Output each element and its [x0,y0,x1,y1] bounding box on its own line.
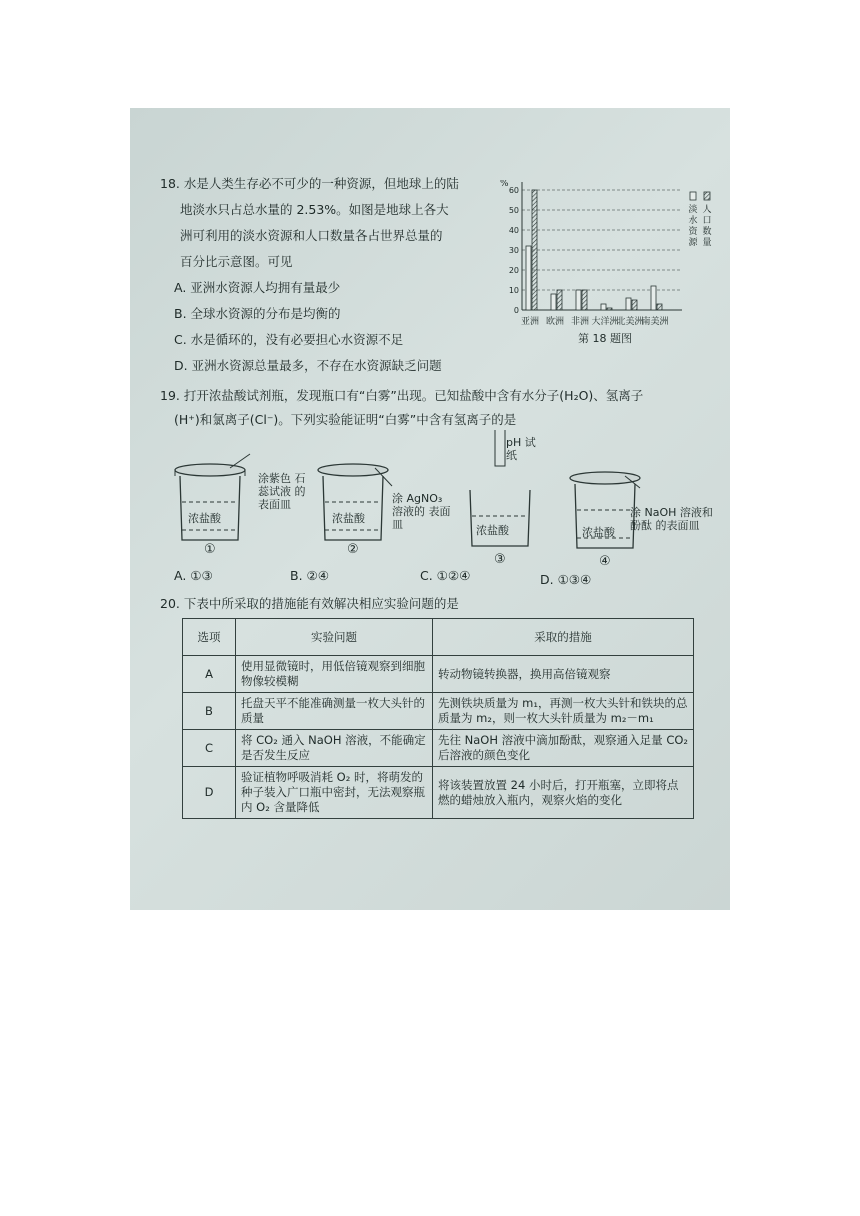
y-tick-label: 40 [508,226,519,235]
row-problem: 将 CO₂ 通入 NaOH 溶液，不能确定是否发生反应 [236,730,433,767]
q18-option-d: D. 亚洲水资源总量最多，不存在水资源缺乏问题 [174,358,442,373]
row-problem: 托盘天平不能准确测量一枚大头针的质量 [236,693,433,730]
category-label: 大洋洲 [591,317,619,327]
q18-option-b: B. 全球水资源的分布是均衡的 [174,306,341,321]
beaker-2-number: ② [347,542,359,557]
q19-option-d: D. ①③④ [540,572,592,587]
row-measure: 将该装置放置 24 小时后，打开瓶塞，立即将点燃的蜡烛放入瓶内，观察火焰的变化 [433,767,694,819]
exam-page-photo [130,108,730,910]
bar-population [632,300,637,310]
q18-stem-line-4: 百分比示意图。可见 [180,254,293,269]
q19-option-b: B. ②④ [290,568,329,583]
beaker-3-number: ③ [494,552,506,567]
row-key: D [183,767,236,819]
row-measure: 先测铁块质量为 m₁，再测一枚大头针和铁块的总质量为 m₂，则一枚大头针质量为 m₂－m₁ [433,693,694,730]
q18-stem-line-1: 18. 水是人类生存必不可少的一种资源，但地球上的陆 [160,176,459,191]
q19-stem-line-1: 19. 打开浓盐酸试剂瓶，发现瓶口有“白雾”出现。已知盐酸中含有水分子(H₂O)、氢离子 [160,388,644,403]
table-row [183,656,694,693]
header-problem: 实验问题 [236,619,433,656]
legend-label-char: 源 [688,238,698,248]
legend-swatch [704,192,710,200]
q19-option-a: A. ①③ [174,568,213,583]
beaker-1-annotation: 涂紫色 石蕊试液 的表面皿 [258,472,306,511]
category-label: 南美洲 [641,317,669,327]
category-label: 亚洲 [520,317,540,327]
table-row [183,693,694,730]
bar-water [651,286,656,310]
category-label: 欧洲 [545,317,565,327]
q18-option-c: C. 水是循环的，没有必要担心水资源不足 [174,332,404,347]
bar-water [551,294,556,310]
table-row [183,767,694,819]
bar-population [557,290,562,310]
beaker-2-annotation: 涂 AgNO₃ 溶液的 表面皿 [392,492,451,531]
y-tick-label: 50 [508,206,519,215]
y-tick-label: 30 [508,246,519,255]
table-row [183,730,694,767]
legend-label-char: 人 [702,205,712,215]
bar-population [607,308,612,310]
bar-population [582,290,587,310]
beaker-2-liquid: 浓盐酸 [332,512,365,525]
q19-stem-line-2: (H⁺)和氯离子(Cl⁻)。下列实验能证明“白雾”中含有氢离子的是 [174,412,517,427]
legend-label-char: 水 [688,216,698,226]
beaker-3-liquid: 浓盐酸 [476,524,509,537]
beaker-4-liquid: 浓盐酸 [582,526,615,539]
q20-stem: 20. 下表中所采取的措施能有效解决相应实验问题的是 [160,596,459,611]
beaker-1-number: ① [204,542,216,557]
q18-stem-line-2: 地淡水只占总水量的 2.53%。如图是地球上各大 [180,202,449,217]
category-label: 非洲 [570,317,590,327]
q18-stem-line-3: 洲可利用的淡水资源和人口数量各占世界总量的 [180,228,443,243]
legend-swatch [690,192,696,200]
table-header-row [183,619,694,656]
bar-population [657,304,662,310]
figure-caption: 第 18 题图 [578,332,632,345]
row-problem: 使用显微镜时，用低倍镜观察到细胞物像较模糊 [236,656,433,693]
y-tick-label: 60 [508,186,519,195]
y-unit-label: % [500,180,509,189]
row-measure: 先往 NaOH 溶液中滴加酚酞，观察通入足量 CO₂ 后溶液的颜色变化 [433,730,694,767]
bar-water [626,298,631,310]
bar-water [526,246,531,310]
legend-label-char: 数 [702,227,712,237]
q19-option-c: C. ①②④ [420,568,471,583]
legend-label-char: 资 [688,227,698,237]
category-label: 北美洲 [616,317,644,327]
row-problem: 验证植物呼吸消耗 O₂ 时，将萌发的种子装入广口瓶中密封，无法观察瓶内 O₂ 含量降低 [236,767,433,819]
q20-table [182,618,694,819]
beaker-3-annotation: pH 试纸 [506,436,536,462]
row-key: A [183,656,236,693]
bar-population [532,190,537,310]
legend-label-char: 淡 [688,205,698,215]
legend-label-char: 口 [702,216,712,226]
y-tick-label: 20 [508,266,519,275]
beaker-2 [318,464,392,540]
legend-label-char: 量 [702,238,712,248]
y-tick-label: 10 [508,286,519,295]
beaker-4-number: ④ [599,554,611,569]
row-key: C [183,730,236,767]
q18-option-a: A. 亚洲水资源人均拥有量最少 [174,280,341,295]
row-key: B [183,693,236,730]
y-tick-label: 0 [513,306,519,315]
bar-water [576,290,581,310]
row-measure: 转动物镜转换器，换用高倍镜观察 [433,656,694,693]
beaker-1 [175,454,250,540]
header-measure: 采取的措施 [433,619,694,656]
beaker-4-annotation: 涂 NaOH 溶液和酚酞 的表面皿 [630,506,713,532]
beaker-1-liquid: 浓盐酸 [188,512,221,525]
bar-water [601,304,606,310]
header-option: 选项 [183,619,236,656]
